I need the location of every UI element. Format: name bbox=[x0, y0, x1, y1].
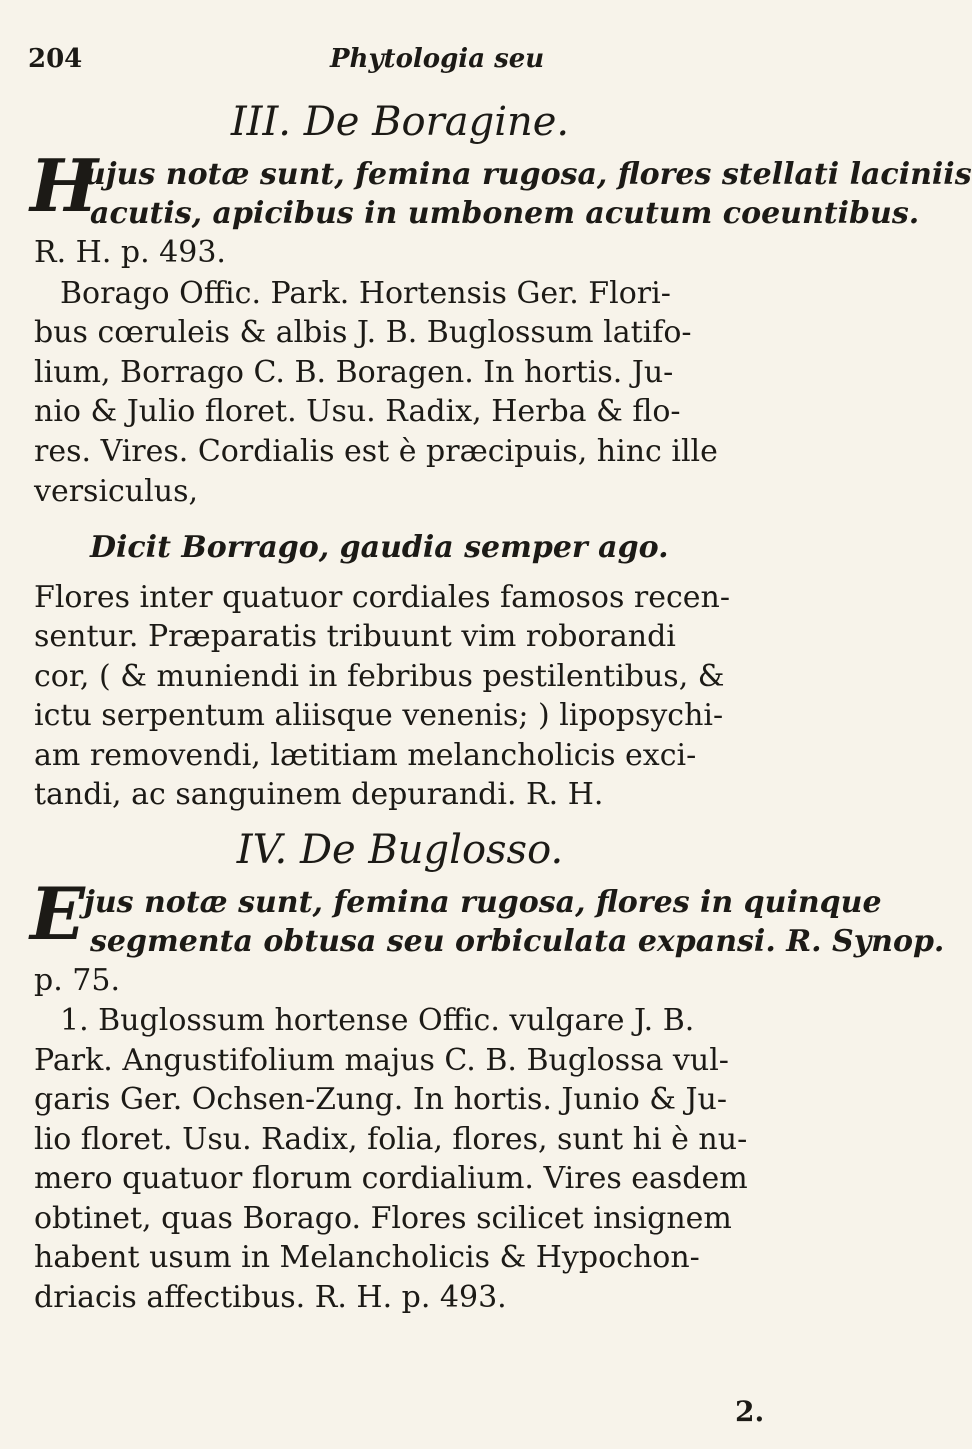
text-line: ujus notæ sunt, femina rugosa, flores stellati laciniis bbox=[84, 157, 972, 192]
text-line: res. Vires. Cordialis est è præcipuis, hinc ille bbox=[34, 434, 718, 469]
text-line: nio & Julio floret. Usu. Radix, Herba & flo- bbox=[34, 394, 681, 429]
text-line: Borago Offic. Park. Hortensis Ger. Flori- bbox=[60, 276, 671, 311]
text-line: mero quatuor florum cordialium. Vires easdem bbox=[34, 1161, 748, 1196]
verse-line: Dicit Borrago, gaudia semper ago. bbox=[90, 530, 669, 565]
drop-cap: E bbox=[30, 871, 85, 956]
text-line: am removendi, lætitiam melancholicis exci- bbox=[34, 738, 697, 773]
text-line: R. H. p. 493. bbox=[34, 235, 226, 270]
text-line: lium, Borrago C. B. Boragen. In hortis. Ju- bbox=[34, 355, 674, 390]
text-line: obtinet, quas Borago. Flores scilicet insignem bbox=[34, 1201, 732, 1236]
section-heading-boragine bbox=[0, 98, 800, 146]
text-line: bus cœruleis & albis J. B. Buglossum latifo- bbox=[34, 315, 692, 350]
text-line: jus notæ sunt, femina rugosa, flores in quinque bbox=[84, 885, 882, 920]
text-line: 1. Buglossum hortense Offic. vulgare J. B. bbox=[60, 1003, 695, 1038]
text-line: p. 75. bbox=[34, 963, 120, 998]
text-line: lio floret. Usu. Radix, folia, flores, sunt hi è nu- bbox=[34, 1122, 748, 1157]
text-line: segmenta obtusa seu orbiculata expansi. R. Synop. bbox=[90, 924, 945, 959]
section-title: De Boragine. bbox=[303, 99, 570, 145]
running-title: Phytologia seu bbox=[330, 44, 545, 74]
text-line: cor, ( & muniendi in febribus pestilentibus, & bbox=[34, 659, 725, 694]
text-line: versiculus, bbox=[34, 474, 199, 509]
page-number: 204 bbox=[28, 44, 83, 74]
text-line: Park. Angustifolium majus C. B. Buglossa vul- bbox=[34, 1043, 729, 1078]
text-line: sentur. Præparatis tribuunt vim roborandi bbox=[34, 619, 676, 654]
text-line: ictu serpentum aliisque venenis; ) lipopsychi- bbox=[34, 698, 724, 733]
catchword: 2. bbox=[735, 1395, 765, 1428]
section-numeral: IV. bbox=[236, 827, 288, 873]
drop-cap: H bbox=[30, 143, 99, 228]
text-line: habent usum in Melancholicis & Hypochon- bbox=[34, 1240, 700, 1275]
section-numeral: III. bbox=[230, 99, 291, 145]
section-heading-buglosso bbox=[0, 826, 800, 874]
text-line: Flores inter quatuor cordiales famosos recen- bbox=[34, 580, 730, 615]
text-line: driacis affectibus. R. H. p. 493. bbox=[34, 1280, 507, 1315]
section-title: De Buglosso. bbox=[299, 827, 564, 873]
text-line: tandi, ac sanguinem depurandi. R. H. bbox=[34, 777, 604, 812]
text-line: acutis, apicibus in umbonem acutum coeuntibus. bbox=[90, 196, 920, 231]
text-line: garis Ger. Ochsen-Zung. In hortis. Junio & Ju- bbox=[34, 1082, 728, 1117]
